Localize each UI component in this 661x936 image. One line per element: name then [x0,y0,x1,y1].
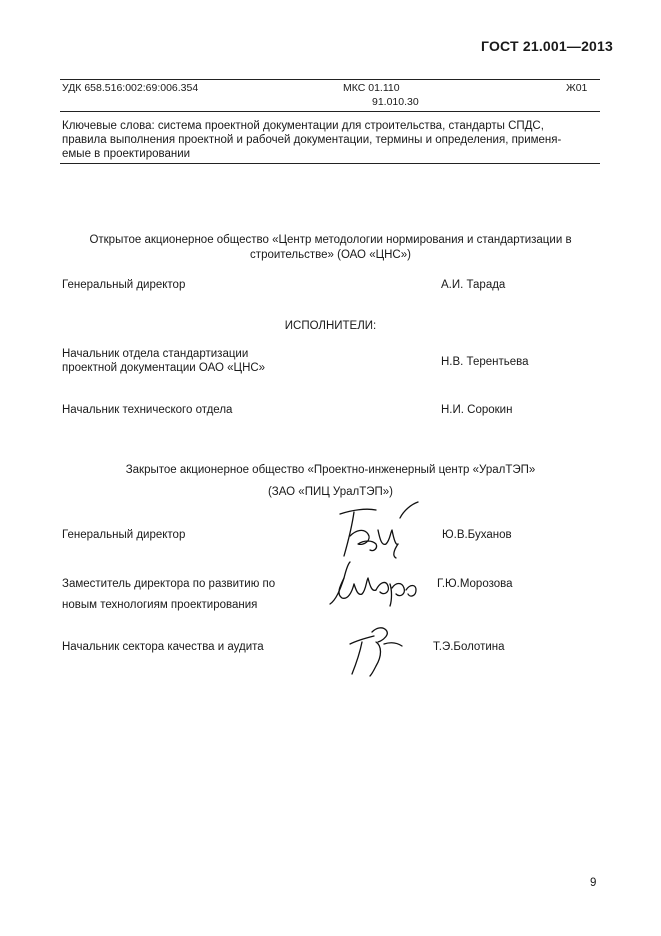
org1-director-name: А.И. Тарада [441,279,506,291]
exec2-name: Н.И. Сорокин [441,404,513,416]
udk-code: УДК 658.516:002:69:006.354 [62,82,199,94]
keywords-bottom-divider [60,163,600,164]
deputy-name: Г.Ю.Морозова [437,578,513,590]
deputy-title-line-2: новым технологиям проектирования [62,599,258,611]
keywords-line-2: правила выполнения проектной и рабочей документации, термины и определения, применя- [62,134,562,146]
top-divider [60,79,600,80]
exec1-name: Н.В. Терентьева [441,356,529,368]
standard-designation: ГОСТ 21.001—2013 [481,38,614,54]
okstu-code: Ж01 [566,82,588,94]
org2-director-title: Генеральный директор [62,529,186,541]
executors-heading: ИСПОЛНИТЕЛИ: [284,320,377,332]
director-signature [332,500,422,564]
mks-code-2: 91.010.30 [372,96,419,108]
exec2-title: Начальник технического отдела [62,404,233,416]
mks-code-1: МКС 01.110 [343,82,400,94]
deputy-signature [326,560,422,610]
quality-title: Начальник сектора качества и аудита [62,641,264,653]
org2-director-name: Ю.В.Буханов [442,529,512,541]
exec1-title-line-1: Начальник отдела стандартизации [62,348,249,360]
org2-name-line-2: (ЗАО «ПИЦ УралТЭП») [267,486,394,498]
page-number: 9 [590,877,597,889]
keywords-line-1: Ключевые слова: система проектной документации для строительства, стандарты СПДС, [62,120,544,132]
exec1-title-line-2: проектной документации ОАО «ЦНС» [62,362,266,374]
org1-name-line-2: строительстве» (ОАО «ЦНС») [250,249,411,261]
quality-signature [346,622,416,678]
keywords-top-divider [60,111,600,112]
deputy-title-line-1: Заместитель директора по развитию по [62,578,276,590]
org2-name-line-1: Закрытое акционерное общество «Проектно-инженерный центр «УралТЭП» [125,464,536,476]
org1-name-line-1: Открытое акционерное общество «Центр методологии нормирования и стандартизации в [89,234,572,246]
org1-director-title: Генеральный директор [62,279,186,291]
quality-name: Т.Э.Болотина [433,641,505,653]
keywords-line-3: емые в проектировании [62,148,191,160]
